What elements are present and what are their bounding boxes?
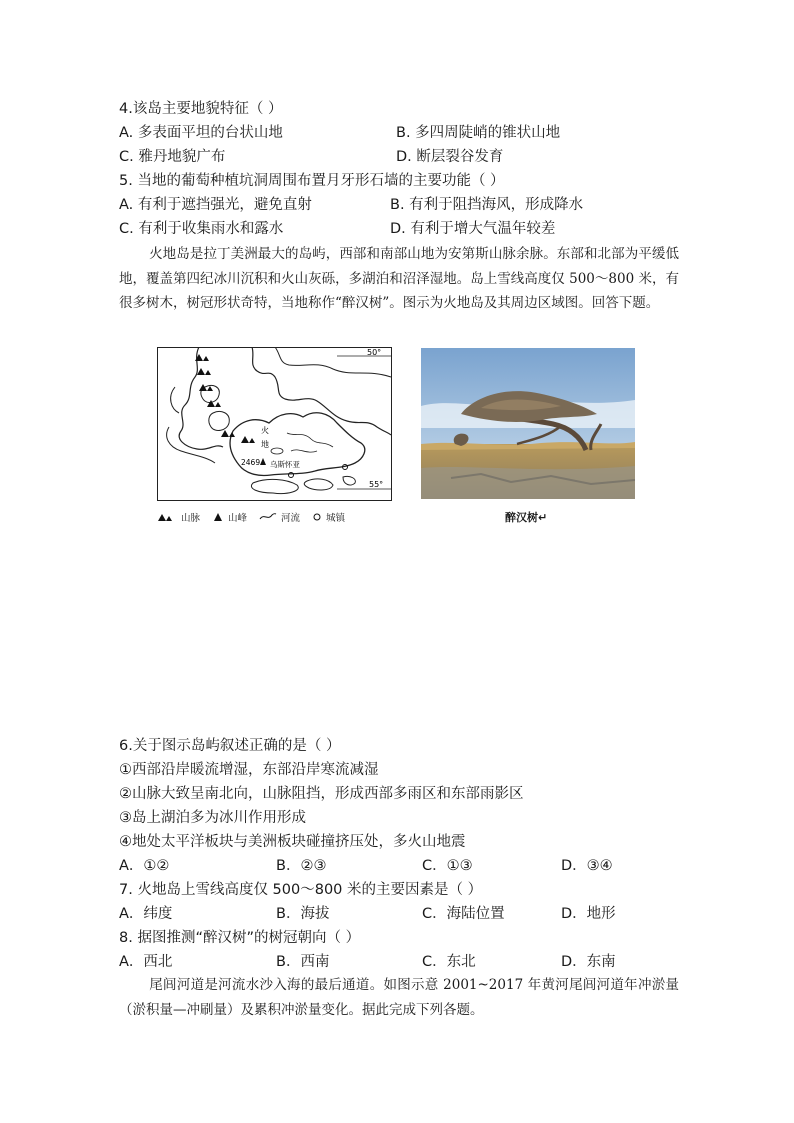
town-icon <box>312 512 322 522</box>
lat-50-label: 50° <box>367 348 382 357</box>
passage-fire-island-text: 火地岛是拉丁美洲最大的岛屿，西部和南部山地为安第斯山脉余脉。东部和北部为平缓低地，覆盖第四纪冰川沉积和火山灰砾，多湖泊和沼泽湿地。岛上雪线高度仅 500～800 米，有很多树木，树冠形状奇特，当地称作“醉汉树”。图示为火地岛及其周边区域图。回答下题。 <box>119 246 679 311</box>
q5-option-b: B. 有利于阻挡海风，形成降水 <box>390 197 584 213</box>
peak-icon <box>212 512 224 522</box>
q7-option-c: C．海陆位置 <box>422 906 505 922</box>
q8-option-b: B．西南 <box>276 954 330 970</box>
q6-statement-1: ①西部沿岸暖流增湿，东部沿岸寒流减湿 <box>119 762 379 778</box>
lat-55-label: 55° <box>369 480 384 489</box>
q4-option-d: D. 断层裂谷发育 <box>396 149 504 165</box>
q7-option-a: A．纬度 <box>119 906 173 922</box>
city-label: 乌斯怀亚 <box>270 460 300 469</box>
q6-option-a: A．①② <box>119 858 170 874</box>
q6-option-b: B．②③ <box>276 858 327 874</box>
mountain-icon <box>157 512 177 522</box>
q8-option-c: C．东北 <box>422 954 476 970</box>
q6-stem: 6.关于图示岛屿叙述正确的是（ ） <box>119 738 341 754</box>
passage-yellow-river <box>119 973 679 1022</box>
legend-town: 城镇 <box>326 513 346 524</box>
legend-mountain: 山脉 <box>181 513 201 524</box>
q8-option-a: A．西北 <box>119 954 173 970</box>
passage-fire-island <box>119 242 679 316</box>
q6-statement-2: ②山脉大致呈南北向，山脉阻挡，形成西部多雨区和东部雨影区 <box>119 786 524 802</box>
q8-option-d: D．东南 <box>561 954 616 970</box>
peak-elevation-label: 2469 <box>241 458 261 467</box>
q4-option-c: C. 雅丹地貌广布 <box>119 149 226 165</box>
q6-statement-3: ③岛上湖泊多为冰川作用形成 <box>119 810 306 826</box>
q4-option-b: B. 多四周陡峭的锥状山地 <box>396 125 561 141</box>
island-label-land: 地 <box>261 440 269 449</box>
q4-option-a: A. 多表面平坦的台状山地 <box>119 125 283 141</box>
legend-river: 河流 <box>281 513 301 524</box>
drunken-tree-photo <box>421 348 635 499</box>
q6-option-d: D．③④ <box>561 858 613 874</box>
q4-stem: 4.该岛主要地貌特征（ ） <box>119 101 283 117</box>
island-label-fire: 火 <box>261 426 269 435</box>
q5-stem: 5. 当地的葡萄种植坑洞周围布置月牙形石墙的主要功能（ ） <box>119 173 505 189</box>
q7-option-d: D．地形 <box>561 906 616 922</box>
fire-island-map <box>157 347 392 501</box>
q6-option-c: C．①③ <box>422 858 473 874</box>
q5-option-a: A. 有利于遮挡强光，避免直射 <box>119 197 312 213</box>
q7-option-b: B．海拔 <box>276 906 330 922</box>
q6-statement-4: ④地处太平洋板块与美洲板块碰撞挤压处，多火山地震 <box>119 834 466 850</box>
q5-option-d: D. 有利于增大气温年较差 <box>390 221 556 237</box>
legend-peak: 山峰 <box>228 513 248 524</box>
q7-stem: 7. 火地岛上雪线高度仅 500～800 米的主要因素是（ ） <box>119 882 483 898</box>
map-legend <box>157 510 345 524</box>
q8-stem: 8. 据图推测“醉汉树”的树冠朝向（ ） <box>119 930 361 946</box>
passage-yellow-river-text: 尾闾河道是河流水沙入海的最后通道。如图示意 2001~2017 年黄河尾闾河道年冲淤量（淤积量—冲刷量）及累积冲淤量变化。据此完成下列各题。 <box>119 977 679 1018</box>
q5-option-c: C. 有利于收集雨水和露水 <box>119 221 284 237</box>
photo-caption: 醉汉树↵ <box>505 511 548 524</box>
river-icon <box>259 512 277 522</box>
